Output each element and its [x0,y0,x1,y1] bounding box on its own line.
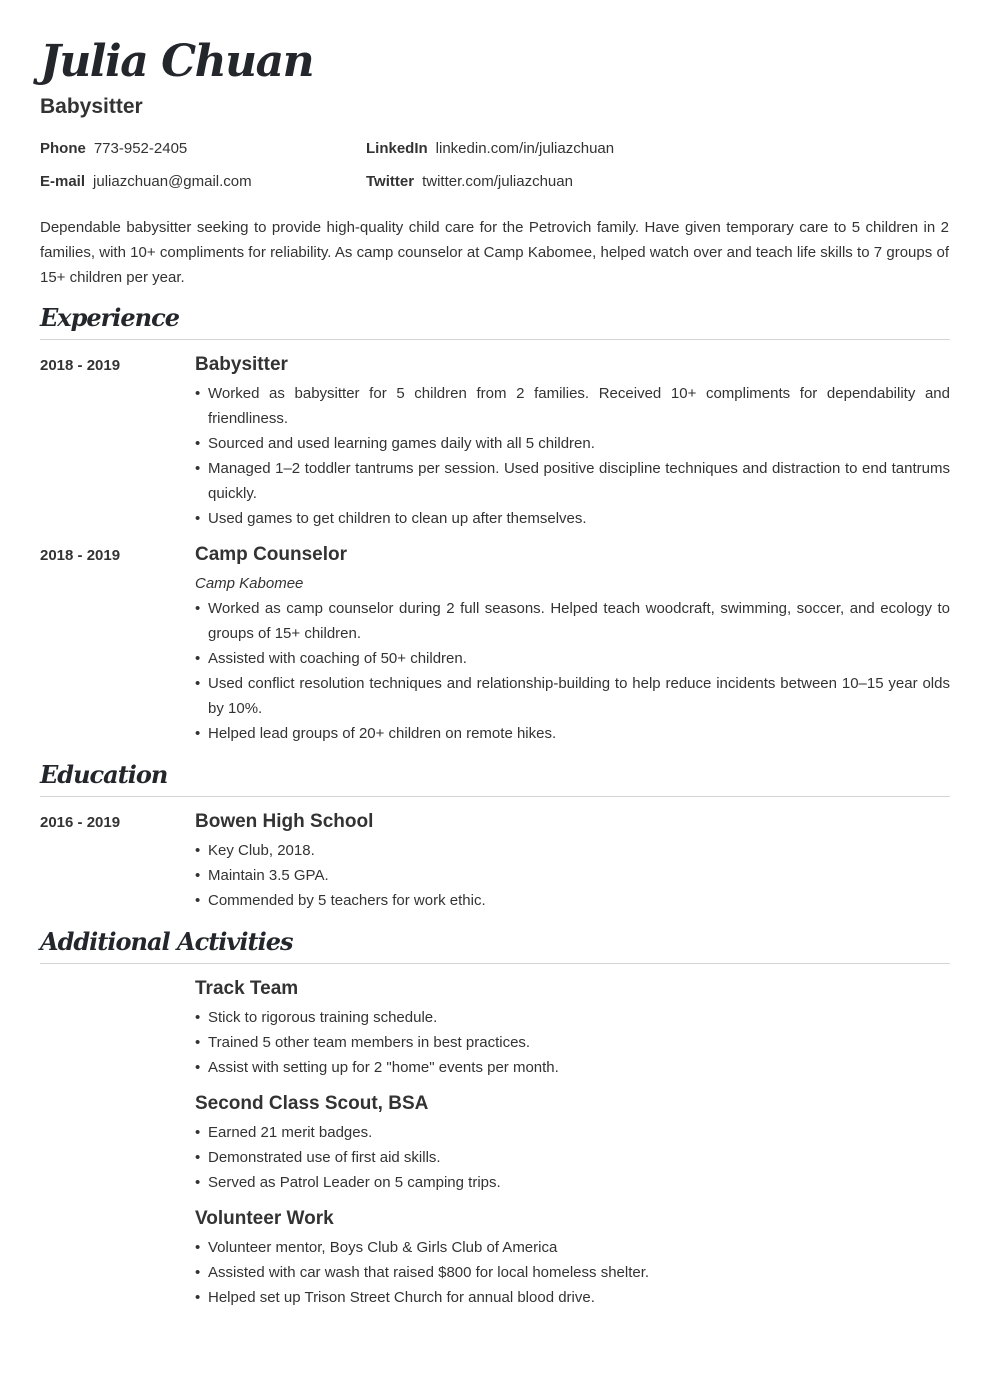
email-label: E-mail [40,173,86,190]
list-item: • Commended by 5 teachers for work ethic. [195,888,950,913]
list-item: • Assist with setting up for 2 "home" events per month. [195,1055,950,1080]
experience-1-bullets [195,381,950,531]
twitter-value[interactable]: twitter.com/juliazchuan [422,173,573,190]
education-1-dates: 2016 - 2019 [40,814,121,831]
summary-paragraph: Dependable babysitter seeking to provide high-quality child care for the Petrovich family. Have given temporary care to 5 children in 2 families, with 10+ compliments for reliability. As camp counselor at Camp Kabomee, helped watch over and teach life skills to 7 groups of 15+ children per year. [40,219,949,286]
activity-3-bullets [195,1235,950,1310]
email-value[interactable]: juliazchuan@gmail.com [93,173,252,190]
contact-twitter [366,172,573,192]
activity-entry-volunteer [195,1207,950,1310]
contact-phone [40,139,187,159]
job-title: Babysitter [40,95,143,118]
phone-label: Phone [40,140,86,157]
list-item: • Demonstrated use of first aid skills. [195,1145,950,1170]
activities-divider [40,963,950,964]
list-item: • Assisted with car wash that raised $800 for local homeless shelter. [195,1260,950,1285]
experience-2-title: Camp Counselor [195,544,348,565]
list-item: • Earned 21 merit badges. [195,1120,950,1145]
list-item: • Worked as babysitter for 5 children from 2 families. Received 10+ compliments for dependability and friendliness. [195,381,950,431]
list-item: • Served as Patrol Leader on 5 camping trips. [195,1170,950,1195]
experience-entry-babysitter [195,353,950,531]
education-entry-bowen [195,810,950,913]
activity-entry-track-team [195,977,950,1080]
contact-linkedin [366,139,614,159]
experience-heading: Experience [40,303,180,332]
activity-2-bullets [195,1120,950,1195]
experience-1-title: Babysitter [195,354,288,375]
activity-1-title: Track Team [195,978,299,999]
activity-1-bullets [195,1005,950,1080]
experience-1-dates: 2018 - 2019 [40,357,121,374]
list-item: • Maintain 3.5 GPA. [195,863,950,888]
list-item: • Used conflict resolution techniques and relationship-building to help reduce incidents between 10–15 year olds by 10%. [195,671,950,721]
linkedin-label: LinkedIn [366,140,428,157]
list-item: • Sourced and used learning games daily with all 5 children. [195,431,950,456]
education-1-bullets [195,838,950,913]
experience-2-bullets [195,596,950,746]
experience-2-dates: 2018 - 2019 [40,547,121,564]
list-item: • Assisted with coaching of 50+ children. [195,646,950,671]
contact-email [40,172,252,192]
activities-heading: Additional Activities [40,927,293,956]
experience-entry-camp-counselor [195,543,950,746]
candidate-name: Julia Chuan [40,36,314,87]
list-item: • Stick to rigorous training schedule. [195,1005,950,1030]
education-divider [40,796,950,797]
twitter-label: Twitter [366,173,415,190]
activity-2-title: Second Class Scout, BSA [195,1093,429,1114]
experience-divider [40,339,950,340]
list-item: • Worked as camp counselor during 2 full seasons. Helped teach woodcraft, swimming, soccer, and ecology to groups of 15+ children. [195,596,950,646]
list-item: • Key Club, 2018. [195,838,950,863]
linkedin-value[interactable]: linkedin.com/in/juliazchuan [435,140,615,157]
education-heading: Education [40,760,168,789]
list-item: • Managed 1–2 toddler tantrums per session. Used positive discipline techniques and distraction to end tantrums quickly. [195,456,950,506]
activity-3-title: Volunteer Work [195,1208,334,1229]
activity-entry-scout [195,1092,950,1195]
experience-2-employer: Camp Kabomee [195,575,304,592]
phone-value: 773-952-2405 [93,140,188,157]
list-item: • Used games to get children to clean up after themselves. [195,506,950,531]
list-item: • Volunteer mentor, Boys Club & Girls Club of America [195,1235,950,1260]
list-item: • Helped lead groups of 20+ children on remote hikes. [195,721,950,746]
education-1-title: Bowen High School [195,811,374,832]
list-item: • Helped set up Trison Street Church for annual blood drive. [195,1285,950,1310]
list-item: • Trained 5 other team members in best practices. [195,1030,950,1055]
